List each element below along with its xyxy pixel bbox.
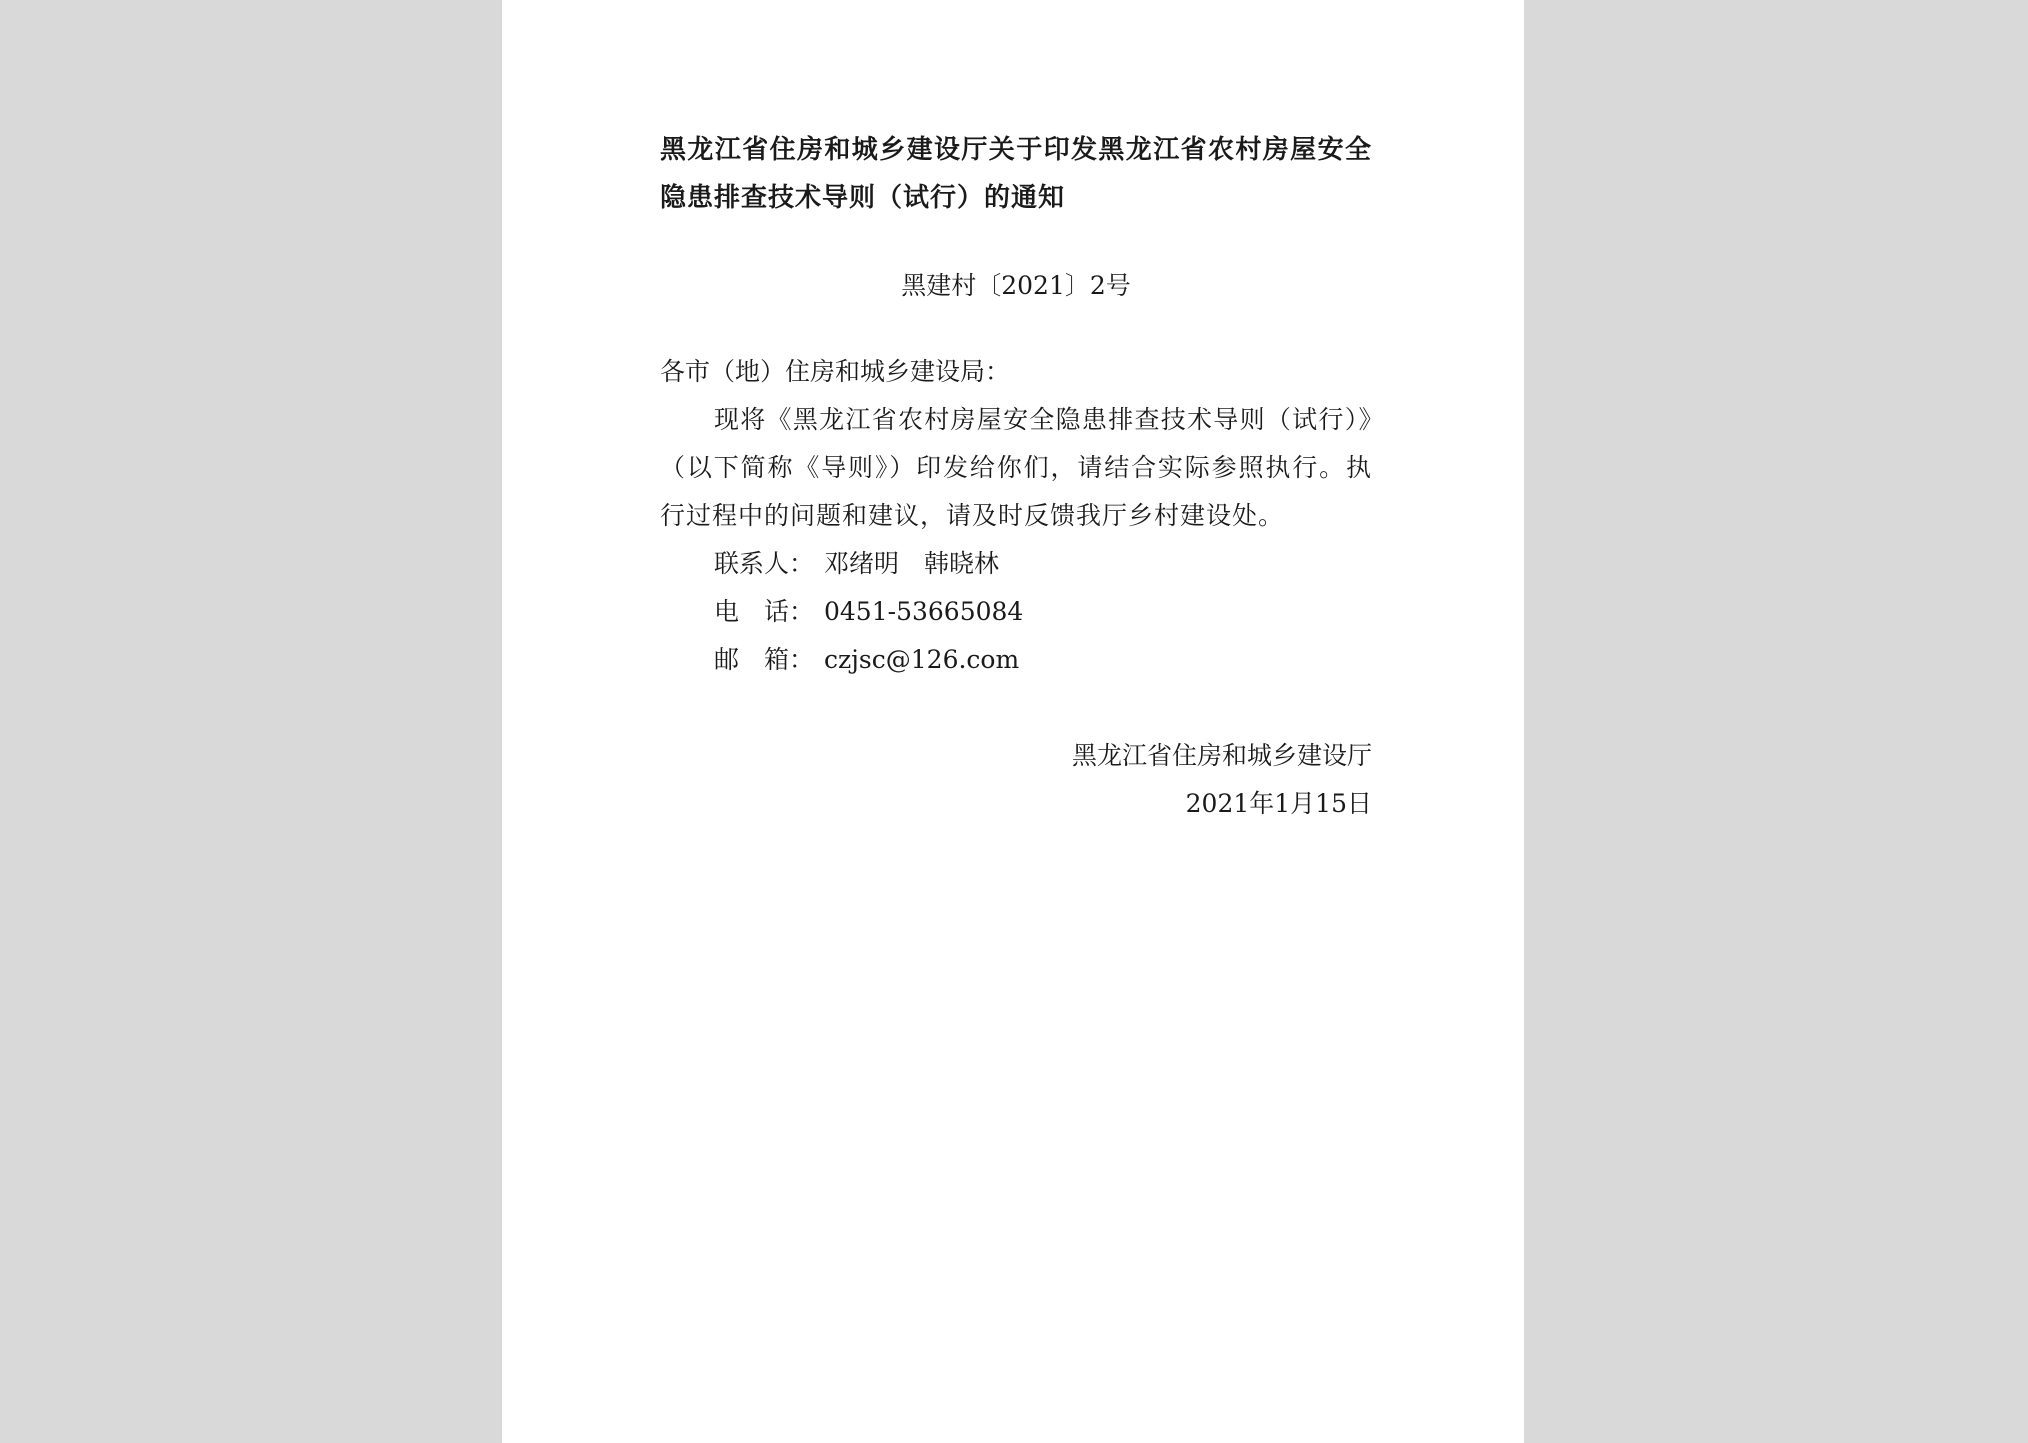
contact-person-label: 联系人： (714, 549, 815, 578)
signature-block (660, 732, 1372, 828)
document-page (502, 0, 1524, 1443)
contact-person-value: 邓绪明 韩晓林 (824, 549, 1000, 578)
contact-phone-value: 0451-53665084 (824, 597, 1024, 626)
document-title: 黑龙江省住房和城乡建设厅关于印发黑龙江省农村房屋安全隐患排查技术导则（试行）的通知 (660, 135, 1372, 213)
contact-email (660, 636, 1372, 684)
document-number: 黑建村〔2021〕2号 (901, 271, 1131, 300)
issue-date: 2021年1月15日 (1185, 789, 1372, 818)
contact-email-label: 邮 箱： (714, 645, 815, 674)
salutation: 各市（地）住房和城乡建设局： (660, 357, 1011, 386)
contact-email-value: czjsc@126.com (824, 645, 1020, 674)
contact-person (660, 540, 1372, 588)
issuer: 黑龙江省住房和城乡建设厅 (1071, 741, 1372, 770)
contact-phone (660, 588, 1372, 636)
document-content (660, 126, 1372, 828)
contact-phone-label: 电 话： (714, 597, 815, 626)
body-paragraph: 现将《黑龙江省农村房屋安全隐患排查技术导则（试行）》（以下简称《导则》）印发给你们，请结合实际参照执行。执行过程中的问题和建议，请及时反馈我厅乡村建设处。 (660, 405, 1372, 530)
